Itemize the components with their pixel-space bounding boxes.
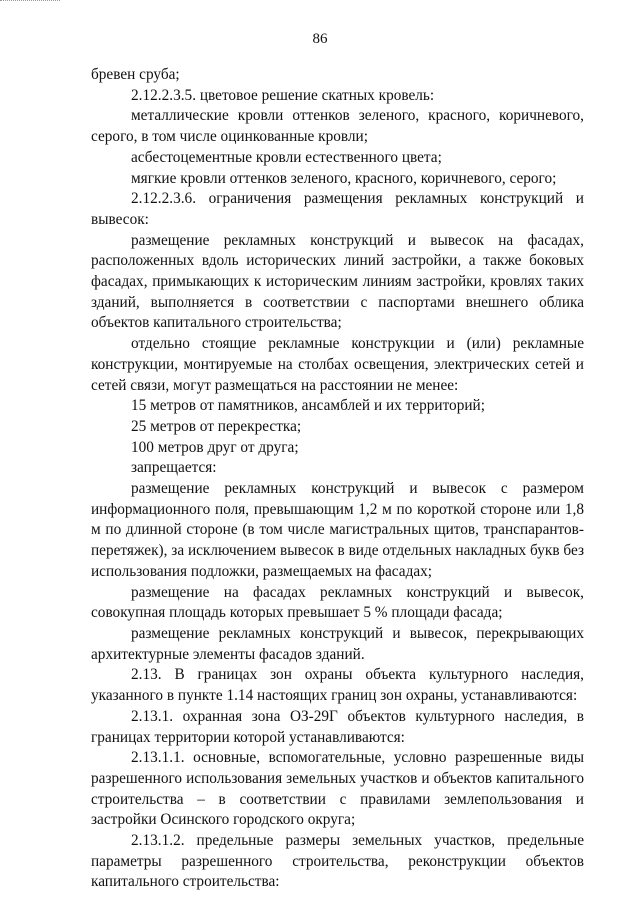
paragraph: 15 метров от памятников, ансамблей и их территорий; — [131, 397, 485, 415]
paragraph: 2.13.1. охранная зона ОЗ-29Г объектов культурного наследия, в границах территории которой устанавливаются: — [91, 707, 584, 746]
paragraph: размещение рекламных конструкций и вывесок с размером информационного поля, превышающим 1,2 м по короткой стороне или 1,8 м по длинной стороне (в том числе магистральных щитов, транспарантов-перетяжек), за исключением вывесок в виде отдельных накладных букв без использования подложки, размещаемых на фасадах; — [91, 480, 584, 580]
paragraph: бревен сруба; — [91, 66, 180, 83]
paragraph: асбестоцементные кровли естественного цвета; — [131, 148, 442, 166]
paragraph: размещение рекламных конструкций и вывесок, перекрывающих архитектурные элементы фасадов зданий. — [91, 624, 584, 663]
page-number: 86 — [312, 31, 328, 47]
paragraph: мягкие кровли оттенков зеленого, красного, коричневого, серого; — [131, 169, 557, 187]
paragraph: размещение рекламных конструкций и вывесок на фасадах, расположенных вдоль исторических линий застройки, а также боковых фасадах, примыкающих к историческим линиям застройки, кровлях таких зданий, выполняется в соответствии с паспортами внешнего облика объектов капитального строительства; — [91, 231, 584, 332]
paragraph: 2.13.1.1. основные, вспомогательные, условно разрешенные виды разрешенного использования земельных участков и объектов капитального строительства – в соответствии с правилами землепользования и застройки Осинского городского округа; — [91, 749, 584, 829]
paragraph: металлические кровли оттенков зеленого, красного, коричневого, серого, в том числе оцинкованные кровли; — [91, 107, 584, 146]
paragraph: 2.13. В границах зон охраны объекта культурного наследия, указанного в пункте 1.14 настоящих границ зон охраны, устанавливаются: — [91, 666, 584, 705]
paragraph: отдельно стоящие рекламные конструкции и (или) рекламные конструкции, монтируемые на столбах освещения, электрических сетей и сетей связи, могут размещаться на расстоянии не менее: — [91, 335, 584, 394]
paragraph: 2.12.2.3.5. цветовое решение скатных кровель: — [131, 86, 435, 104]
document-body — [91, 65, 584, 893]
paragraph: размещение на фасадах рекламных конструкций и вывесок, совокупная площадь которых превышает 5 % площади фасада; — [91, 583, 584, 622]
paragraph: 2.12.2.3.6. ограничения размещения рекламных конструкций и вывесок: — [91, 190, 584, 228]
paragraph: запрещается: — [131, 459, 217, 477]
paragraph: 100 метров друг от друга; — [131, 438, 299, 456]
paragraph: 25 метров от перекрестка; — [131, 417, 302, 435]
paragraph: 2.13.1.2. предельные размеры земельных участков, предельные параметры разрешенного строительства, реконструкции объектов капитального строительства: — [91, 832, 584, 891]
scan-artifact — [0, 0, 60, 5]
